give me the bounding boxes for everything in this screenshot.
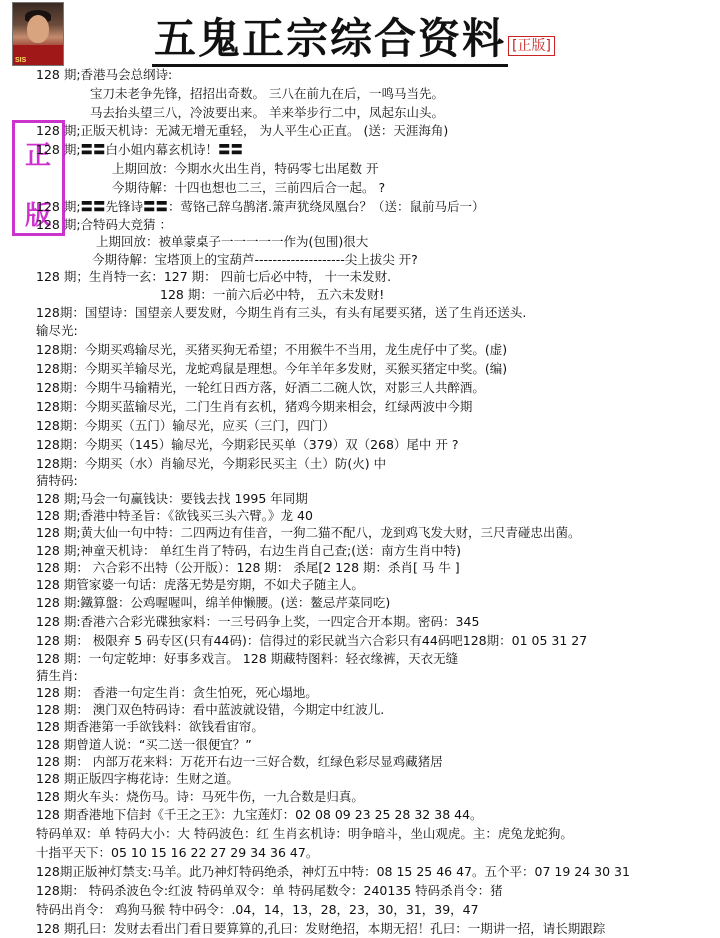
text-line: 128期：国望诗：国望亲人要发财，今期生肖有三头，有头有尾要买猪，送了生肖还送头.	[36, 305, 527, 320]
text-line: 128 期;香港马会总纲诗:	[36, 67, 173, 82]
text-line: 128期：今期牛马输精光，一轮红日西方落，好酒二二碗人饮，对影三人共醉酒。	[36, 380, 485, 395]
edition-badge: [正版]	[508, 36, 555, 56]
text-line: 128 期;香港中特圣旨：《欲钱买三头六臂。》龙 40	[36, 508, 313, 523]
text-line: 宝刀未老争先锋，招招出奇数。 三八在前九在后，一鸣马当先。	[90, 86, 444, 101]
page-title: 五鬼正宗综合资料	[152, 14, 508, 67]
text-line: 猜特码:	[36, 473, 78, 488]
stamp-char-1: 正	[25, 141, 52, 171]
avatar	[12, 2, 64, 66]
text-line: 128 期;〓〓先锋诗〓〓：莺铬己辞乌鹊渚.箫声犹绕凤凰台？（送：鼠前马后一）	[36, 199, 485, 214]
text-line: 128期：今期买（145）输尽光，今期彩民买单（379）双（268）尾中 开 ?	[36, 437, 459, 452]
text-line: 128 期曾道人说：“买二送一很便宜？”	[36, 737, 252, 752]
text-line: 猜生肖:	[36, 668, 78, 683]
text-line: 十指平天下：05 10 15 16 22 27 29 34 36 47。	[36, 845, 319, 860]
text-line: 128 期；生肖特一玄：127 期： 四前七后必中特， 十一未发财.	[36, 269, 392, 284]
text-line: 马去抬头望三八，冷波要出来。 羊来举步行二中，凤起东山头。	[90, 105, 444, 120]
text-line: 128 期： 香港一句定生肖：贪生怕死，死心塌地。	[36, 685, 318, 700]
text-line: 128 期孔曰：发财去看出门看日要算算的,孔曰：发财绝招，本期无招！孔曰：一期讲一招，请长期跟踪	[36, 921, 606, 936]
text-line: 128 期火车头：烧伤马。诗：马死牛伤，一九合数是归真。	[36, 789, 364, 804]
text-line: 128 期;合特码大竞猜 ：	[36, 217, 173, 232]
text-line: 128 期管家婆一句话：虎落无势是穷期，不如犬子随主人。	[36, 577, 364, 592]
text-line: 128 期：一句定乾坤：好事多戏言。 128 期藏特图料：轻衣缘裤，天衣无缝	[36, 651, 459, 666]
text-line: 今期待解：十四也想也二三，三前四后合一起。 ?	[112, 180, 386, 195]
text-line: 128 期;马会一句赢钱诀：要钱去找 1995 年同期	[36, 491, 308, 506]
text-line: 128 期;黄大仙一句中特：二四两边有佳音，一狗二猫不配八，龙到鸡飞发大财，三尺青碰忠出菌。	[36, 525, 581, 540]
text-line: 128 期:鐵算盤：公鸡喔喔叫，绵羊伸懒腰。(送：鳌忌芹菜同吃)	[36, 595, 391, 610]
text-line: 128 期;正版天机诗：无减无增无重轻， 为人平生心正直。 (送：天涯海角)	[36, 123, 449, 138]
text-line: 128 期香港第一手欲钱料：欲钱看宙帘。	[36, 719, 264, 734]
text-line: 输尽光:	[36, 323, 78, 338]
text-line: 128期：今期买羊输尽光，龙蛇鸡鼠是理想。今年羊年多发财，买猴买猪定中奖。(编)	[36, 361, 508, 376]
avatar-face	[27, 15, 49, 43]
text-line: 128期：今期买鸡输尽光，买猪买狗无希望；不用猴牛不当用，龙生虎仔中了奖。(虚)	[36, 342, 508, 357]
stamp-char-2: 版	[25, 201, 52, 231]
text-line: 今期待解：宝塔顶上的宝葫芦--------------------尖上拔尖 开?	[92, 252, 418, 267]
text-line: 上期回放：今期水火出生肖，特码零七出尾数 开	[112, 161, 379, 176]
text-line: 上期回放：被单蒙桌子一一一一一作为(包围)很大	[96, 234, 369, 249]
text-line: 128 期： 内部万花来料：万花开右边一三好合数，红绿色彩尽显鸡藏猪居	[36, 754, 443, 769]
text-line: 128 期香港地下信封《千王之王》：九宝莲灯：02 08 09 23 25 28 32 38 44。	[36, 807, 483, 822]
avatar-caption: SIS	[15, 57, 27, 64]
text-line: 128期：今期买蓝输尽光，二门生肖有玄机，猪鸡今期来相会，红绿两波中今期	[36, 399, 473, 414]
text-line: 128 期;神童天机诗： 单红生肖了特码，右边生肖自己查;(送：南方生肖中特)	[36, 543, 461, 558]
text-line: 128期正版神灯禁支:马羊。此乃神灯特码绝杀，神灯五中特：08 15 25 46 47。五个平：07 19 24 30 31	[36, 864, 630, 879]
text-line: 128 期： 六合彩不出特（公开版）：128 期： 杀尾[2 128 期：杀肖[ 马 牛 ]	[36, 560, 460, 575]
text-line: 128 期正版四字梅花诗：生财之道。	[36, 771, 239, 786]
text-line: 128 期： 极限弃 5 码专区(只有44码)：信得过的彩民就当六合彩只有44码吧128期：01 05 31 27	[36, 633, 588, 648]
text-line: 128 期：一前六后必中特， 五六未发财!	[160, 287, 385, 302]
text-line: 128期： 特码杀波色令:红波 特码单双令：单 特码尾数令：240135 特码杀肖令：猪	[36, 883, 503, 898]
text-line: 特码出肖令： 鸡狗马猴 特中码令：.04，14，13，28，23，30，31，39，47	[36, 902, 479, 917]
text-line: 特码单双：单 特码大小：大 特码波色：红 生肖玄机诗：明争暗斗，坐山观虎。主：虎兔龙蛇狗。	[36, 826, 573, 841]
text-line: 128 期:香港六合彩光碟独家料：一三号码争上奖，一四定合开本期。密码：345	[36, 614, 480, 629]
text-line: 128 期： 澳门双色特码诗：看中蓝波就设错，今期定中红波儿.	[36, 702, 385, 717]
text-line: 128期：今期买（水）肖输尽光，今期彩民买主（土）防(火) 中	[36, 456, 387, 471]
text-line: 128期：今期买（五门）输尽光，应买（三门，四门）	[36, 418, 335, 433]
text-line: 128 期;〓〓白小姐内幕玄机诗！〓〓	[36, 142, 244, 157]
